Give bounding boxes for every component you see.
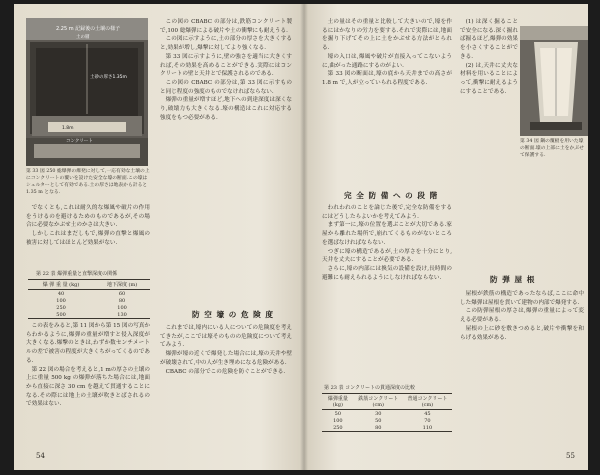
- figure-label-thickness: 土砂の厚さ1.35m: [90, 75, 127, 80]
- table-cell: 80: [375, 424, 382, 431]
- figure-34-caption: 第 34 図 鋼の覆板を用いた壕の断面.壕の上部に土をかぶせて保護する.: [520, 139, 584, 158]
- paragraph: 爆弾が壕の近くで爆発した場合には,壕の天井や壁が破壊されて,中の人が生き埋めになる危険がある.: [160, 351, 292, 366]
- table-header: 爆弾重量 (kg): [322, 394, 354, 410]
- section-heading-danger: 防 空 壕 の 危 険 度: [192, 310, 275, 319]
- left-page: [14, 4, 304, 470]
- paragraph: 屋根の上に砂を敷きつめると,破片や衝撃を和らげる効果がある.: [460, 325, 584, 341]
- page-number-right: 55: [566, 452, 575, 460]
- table-header: 普通コンクリート (cm): [403, 394, 452, 410]
- table-22-caption: 第 22 表 爆弾重量と直撃深度の関係: [36, 271, 118, 277]
- left-col2-section-text: [160, 324, 292, 376]
- right-col1-section-text: [322, 204, 452, 282]
- table-header: 爆 弾 重 量 (kg): [28, 280, 94, 290]
- paragraph: しかしこれはまだしもで,爆弾の直撃と爆風の被害に対してはほとんど効果がない.: [26, 231, 150, 246]
- left-col1-text-b: [26, 322, 150, 409]
- paragraph: 壕の入口は,爆風や破片が直接入ってこないように,曲がった通路にするのがよい.: [322, 53, 452, 69]
- paragraph: この図の CBABC の部分は,第 33 図に示すものと同じ程度の強度のものでなければならない.: [160, 79, 292, 95]
- table-row: [28, 304, 150, 311]
- figure-label-cover: 土の層: [76, 35, 90, 40]
- table-row: [322, 410, 452, 418]
- table-header: 地下深度 (m): [94, 280, 150, 290]
- right-col2-text: [460, 18, 518, 96]
- table-cell: 30: [375, 410, 382, 417]
- paragraph: さらに,壕の内部には換気の設備を設け,長時間の避難にも耐えられるようにしなければならない.: [322, 265, 452, 281]
- table-cell: 130: [117, 311, 127, 318]
- right-col2-section-text: [460, 290, 584, 342]
- figure-label-slab: コンクリート: [66, 139, 93, 144]
- book-spread: [14, 4, 588, 470]
- table-cell: 100: [56, 297, 66, 304]
- page-number-left: 54: [36, 452, 45, 460]
- paragraph: この防弾屋根の厚さは,爆弾の重量によって変える必要がある.: [460, 308, 584, 324]
- table-23-caption: 第 23 表 コンクリートの貫通深度の比較: [324, 385, 416, 391]
- paragraph: この表をみると,第 11 図から第 15 図の写真からわかるように,爆弾の重量が増すと侵入深度が大きくなる.爆撃のときは,わずか数センチメートルの差で被害の程度が大きくちがってくるのである.: [26, 323, 150, 364]
- paragraph: 爆弾の重量が増すほど,地下への到達深度は深くなり,破壊力も大きくなる.壕の構造はこれに対応する強度をもつ必要がある.: [160, 97, 292, 121]
- paragraph: 屋根が鉄筋の構造であったならば,ここに命中した爆弾は屋根を貫いて建物の内部で爆発する.: [460, 291, 584, 306]
- paragraph: まず第一に,壕の位置を選ぶことが大切である.家屋から離れた場所で,崩れてくるものがないところを選ばなければならない.: [322, 222, 452, 246]
- paragraph: (2) は,天井に丈夫な材料を用いることによって,衝撃に耐えるようにすることである.: [460, 62, 518, 95]
- paragraph: (1) は深く掘ることで安全になる.深く掘れば掘るほど,爆弾の効果を小さくすることができる.: [460, 19, 518, 60]
- table-22: [28, 279, 150, 319]
- table-cell: 250: [56, 304, 66, 311]
- table-cell: 100: [117, 304, 127, 311]
- right-page: [304, 4, 588, 470]
- paragraph: 土の量はその重量と比較して大きいので,壕を作るにはかなりの労力を要する.それで実際には,地面を掘り下げてその上に土をかぶせる方法がとられる.: [322, 19, 452, 52]
- left-col2-text: [160, 18, 292, 122]
- paragraph: この図の CBABC の部分は,鉄筋コンクリート製で,100 総爆弾による破片や土の衝撃にも耐えうる.: [160, 19, 292, 34]
- table-cell: 100: [333, 417, 343, 424]
- table-cell: 50: [375, 417, 382, 424]
- table-row: [28, 297, 150, 304]
- table-row: [28, 290, 150, 298]
- paragraph: 第 22 図の場合を考えると,1 mの厚さの土壌の上に重量 500 kg の爆弾が落ちた場合には,地面から直接に深さ 30 cm を越えて貫通することになる.その際には地上の土壌が吹きとばされるので効果はない.: [26, 366, 150, 408]
- paragraph: 第 33 図に示すように,壁の強さを適当に大きくすれば,その効果を高めることができる.実際にはコンクリートの壁と天井とで保護されるのである.: [160, 53, 292, 78]
- table-row: [28, 311, 150, 318]
- table-cell: 50: [334, 410, 342, 417]
- figure-34-photo: [520, 26, 588, 136]
- table-row: [322, 417, 452, 424]
- paragraph: CBABC の部分でこの危険を防ぐことができる.: [165, 368, 286, 375]
- table-cell: 250: [333, 424, 343, 431]
- left-col1-text-a: [26, 204, 150, 248]
- paragraph: われわれのことを論じた後で,完全な防備をするにはどうしたらよいかを考えてみよう.: [322, 205, 452, 220]
- paragraph: これまでは,壕内にいる人についての危険度を考えてきたが,ここでは壕そのものの危険度について考えてみよう.: [160, 325, 292, 349]
- table-row: [322, 424, 452, 431]
- table-cell: 40: [57, 290, 65, 297]
- paragraph: 第 33 図の断面は,壕の底から天井までの高さが 1.8 m で,人が立っていられる程度である.: [322, 71, 452, 86]
- paragraph: この図に示すように,土の部分の厚さを大きくすると,効果が増し,爆撃に対してより強くなる.: [160, 36, 292, 52]
- table-cell: 45: [424, 410, 431, 417]
- steel-cover-shelter-illustration: [520, 26, 588, 136]
- paragraph: つぎに壕の構造であるが,土の厚さを十分にとり,天井を丈夫にすることが必要である.: [322, 248, 452, 264]
- table-cell: 70: [424, 417, 431, 424]
- figure-label-floor: 1.8m: [62, 126, 74, 131]
- section-heading-defense: 完 全 防 備 へ の 段 階: [344, 191, 439, 200]
- shelter-cross-section-illustration: [26, 18, 148, 166]
- table-header: 鉄筋コンクリート (cm): [354, 394, 403, 410]
- book-gutter: [300, 4, 308, 470]
- table-cell: 80: [118, 297, 126, 304]
- right-col1-text: [322, 18, 452, 88]
- section-heading-roof: 防 弾 屋 根: [490, 275, 536, 284]
- paragraph: でなくとも,これは耐久的な爆風や破片の作用をうけるのを避けるためのものであるが,その場合に必要なかぶせ土のかさは大きい.: [26, 205, 150, 229]
- table-cell: 60: [118, 290, 126, 297]
- table-23: [322, 393, 452, 432]
- figure-33-caption: 第 33 図 250 総爆弾の爆発に対して,一応有効な土壌の上にコンクリートの覆いを設けた安全な壕の断面.この壕はシェルターとして有効である.土の厚さは地表から計ると 1.35 m となる.: [26, 169, 150, 195]
- table-cell: 500: [56, 311, 66, 318]
- figure-label-top: 2.25 m 記録後の土壌の様子: [56, 26, 121, 32]
- figure-33-photo: [26, 18, 148, 166]
- table-cell: 110: [422, 424, 433, 431]
